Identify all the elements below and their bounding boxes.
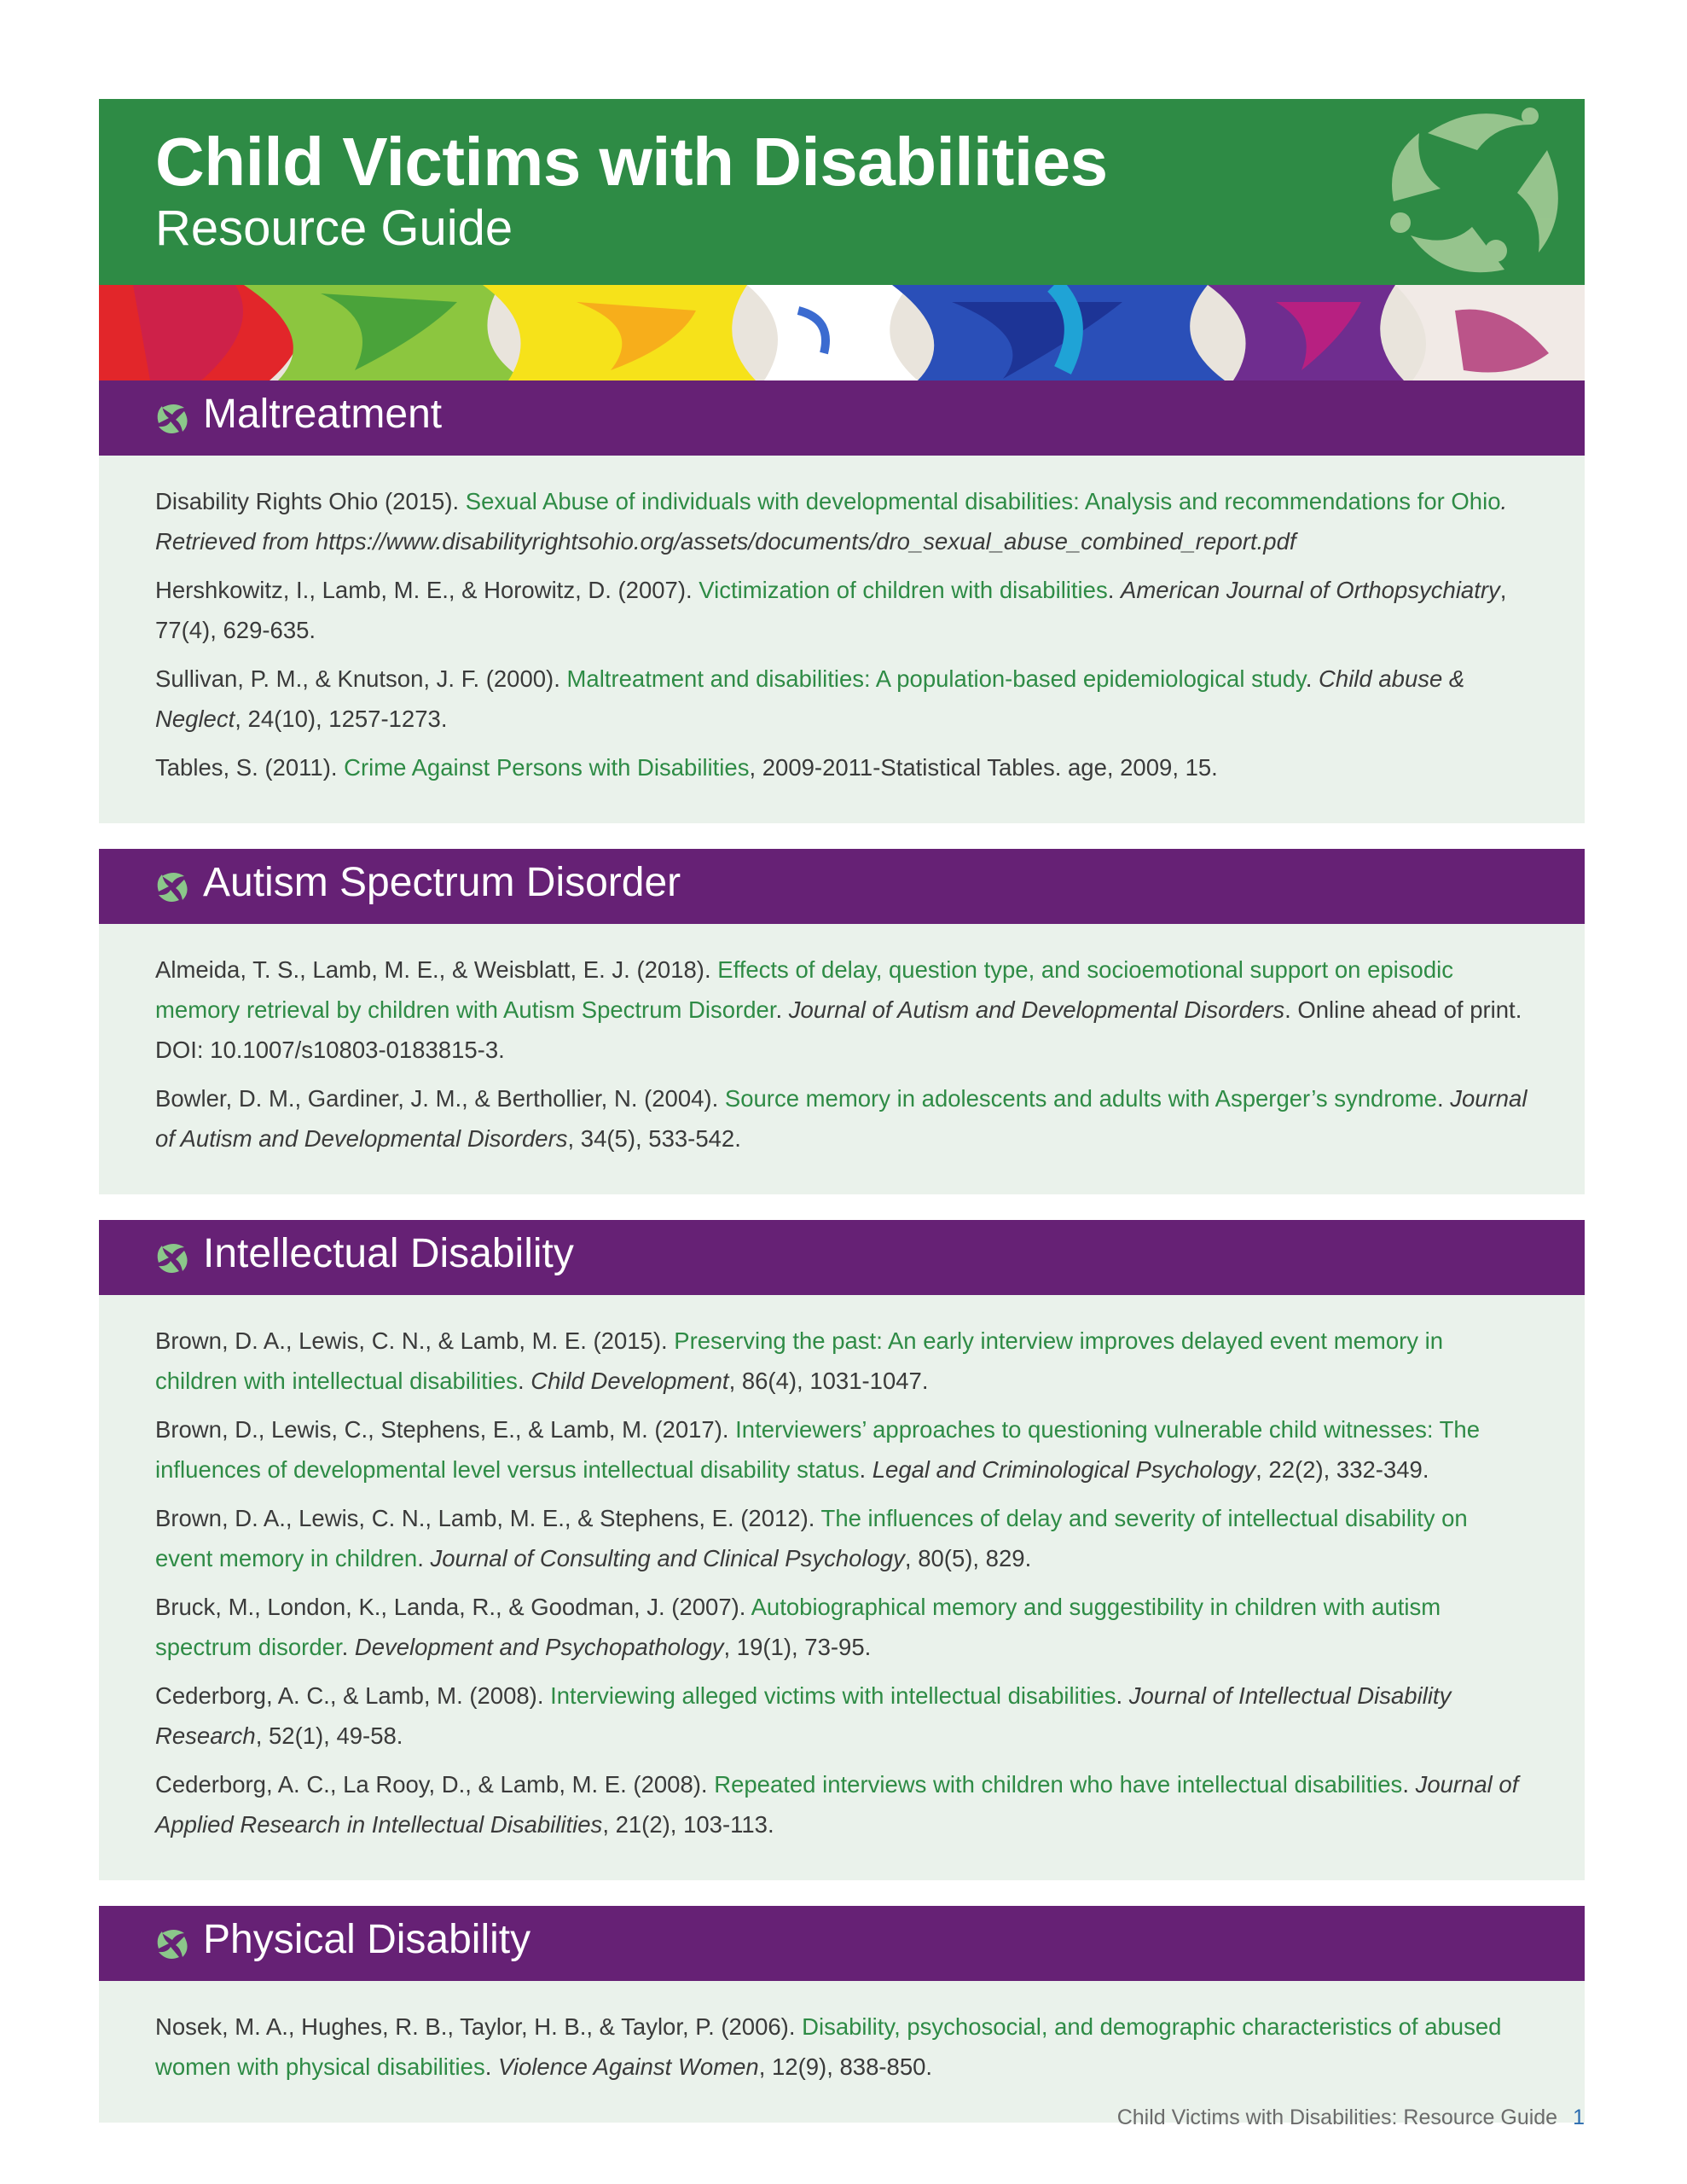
reference: Brown, D., Lewis, C., Stephens, E., & Lamb, M. (2017). Interviewers’ approaches to questioning vulnerable child witnesses: The influences of developmental level versus intellectual disability status. Legal and Criminological Psychology, 22(2), 332-349. — [155, 1416, 1481, 1483]
swirl-icon — [155, 401, 189, 435]
section-body — [99, 924, 1585, 1194]
swirl-icon — [155, 1926, 189, 1960]
section-title: Maltreatment — [203, 392, 443, 437]
reference-link[interactable]: Preserving the past: An early interview improves delayed event memory in children with intellectual disabilities — [155, 1327, 1444, 1394]
section-physical-disability — [99, 1906, 1585, 2123]
reference: Hershkowitz, I., Lamb, M. E., & Horowitz, D. (2007). Victimization of children with disabilities. American Journal of Orthopsychiatry, 77(4), 629-635. — [155, 577, 1507, 643]
section-title: Physical Disability — [203, 1917, 531, 1962]
reference: Brown, D. A., Lewis, C. N., Lamb, M. E., & Stephens, E. (2012). The influences of delay and severity of intellectual disability on event memory in children. Journal of Consulting and Clinical Psychology, 80(5), 829. — [155, 1505, 1468, 1571]
reference-link[interactable]: Disability, psychosocial, and demographic characteristics of abused women with physical disabilities — [155, 2013, 1502, 2080]
section-title: Intellectual Disability — [203, 1231, 574, 1276]
footer-text: Child Victims with Disabilities: Resource Guide — [1116, 2106, 1558, 2129]
paint-banner — [99, 285, 1585, 380]
swirl-icon — [155, 869, 189, 903]
reference: Tables, S. (2011). Crime Against Persons with Disabilities, 2009-2011-Statistical Tables. age, 2009, 15. — [155, 754, 1218, 781]
reference: Almeida, T. S., Lamb, M. E., & Weisblatt, E. J. (2018). Effects of delay, question type, and socioemotional support on episodic memory retrieval by children with Autism Spectrum Disorder. Journal of Autism and Developmental Disorders. Online ahead of print. DOI: 10.1007/s10803-0183815-3. — [155, 956, 1522, 1063]
reference: Disability Rights Ohio (2015). Sexual Abuse of individuals with developmental disabilities: Analysis and recommendations for Ohio. Retrieved from https://www.disabilityrightsohio.org/assets/documents/dro_sexual_abuse_combined_report.pdf — [155, 488, 1508, 555]
section-autism — [99, 849, 1585, 1194]
reference-link[interactable]: Effects of delay, question type, and socioemotional support on episodic memory retrieval by children with Autism Spectrum Disorder — [155, 956, 1453, 1023]
reference-link[interactable]: Victimization of children with disabilities — [699, 577, 1108, 603]
reference: Brown, D. A., Lewis, C. N., & Lamb, M. E. (2015). Preserving the past: An early interview improves delayed event memory in children with intellectual disabilities. Child Development, 86(4), 1031-1047. — [155, 1327, 1444, 1394]
page-subtitle: Resource Guide — [155, 200, 513, 256]
reference-link[interactable]: Maltreatment and disabilities: A population-based epidemiological study — [566, 665, 1306, 692]
section-body — [99, 1295, 1585, 1880]
section-header — [99, 1906, 1585, 1981]
page-title: Child Victims with Disabilities — [155, 124, 1108, 200]
page-header — [99, 99, 1585, 285]
reference-link[interactable]: The influences of delay and severity of intellectual disability on event memory in children — [155, 1505, 1468, 1571]
reference: Cederborg, A. C., La Rooy, D., & Lamb, M. E. (2008). Repeated interviews with children who have intellectual disabilities. Journal of Applied Research in Intellectual Disabilities, 21(2), 103-113. — [155, 1771, 1519, 1838]
reference-link[interactable]: Crime Against Persons with Disabilities — [344, 754, 750, 781]
page-number: 1 — [1573, 2106, 1585, 2129]
reference-link[interactable]: Source memory in adolescents and adults with Asperger’s syndrome — [724, 1085, 1437, 1112]
reference-link[interactable]: Sexual Abuse of individuals with developmental disabilities: Analysis and recommendations for Ohio — [465, 488, 1501, 514]
reference: Nosek, M. A., Hughes, R. B., Taylor, H. B., & Taylor, P. (2006). Disability, psychosocial, and demographic characteristics of abused women with physical disabilities. Violence Against Women, 12(9), 838-850. — [155, 2013, 1502, 2080]
section-intellectual-disability — [99, 1220, 1585, 1880]
reference-link[interactable]: Interviewers’ approaches to questioning vulnerable child witnesses: The influences of developmental level versus intellectual disability status — [155, 1416, 1481, 1483]
reference-link[interactable]: Interviewing alleged victims with intellectual disabilities — [550, 1682, 1116, 1709]
section-title: Autism Spectrum Disorder — [203, 860, 681, 905]
page — [99, 99, 1585, 2123]
section-header — [99, 380, 1585, 456]
reference-link[interactable]: Repeated interviews with children who have intellectual disabilities — [714, 1771, 1403, 1798]
reference: Bowler, D. M., Gardiner, J. M., & Berthollier, N. (2004). Source memory in adolescents and adults with Asperger’s syndrome. Journal of Autism and Developmental Disorders, 34(5), 533-542. — [155, 1085, 1528, 1152]
section-body — [99, 456, 1585, 823]
section-maltreatment — [99, 380, 1585, 823]
section-header — [99, 1220, 1585, 1295]
section-body — [99, 1981, 1585, 2123]
swirl-icon — [155, 1240, 189, 1275]
paint-banner-image — [99, 285, 1585, 380]
reference: Sullivan, P. M., & Knutson, J. F. (2000). Maltreatment and disabilities: A population-based epidemiological study. Child abuse & Neglect, 24(10), 1257-1273. — [155, 665, 1465, 732]
section-header — [99, 849, 1585, 924]
reference: Bruck, M., London, K., Landa, R., & Goodman, J. (2007). Autobiographical memory and suggestibility in children with autism spectrum disorder. Development and Psychopathology, 19(1), 73-95. — [155, 1594, 1441, 1660]
swirl-logo-icon — [1377, 99, 1573, 285]
reference: Cederborg, A. C., & Lamb, M. (2008). Interviewing alleged victims with intellectual disabilities. Journal of Intellectual Disability Research, 52(1), 49-58. — [155, 1682, 1452, 1749]
reference-link[interactable]: Autobiographical memory and suggestibility in children with autism spectrum disorder — [155, 1594, 1441, 1660]
page-footer — [1117, 2106, 1585, 2130]
